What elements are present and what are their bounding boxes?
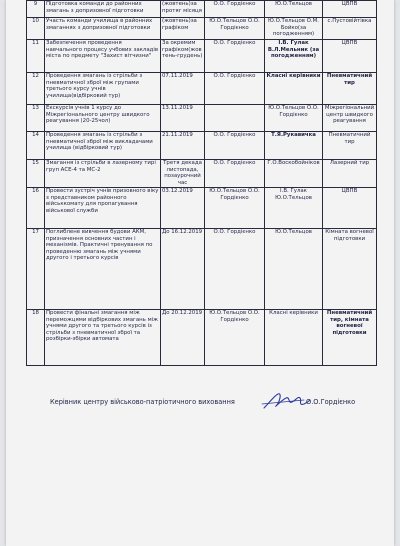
involved-cell: Класні керівники [265, 73, 323, 105]
signature-block [32, 388, 382, 428]
row-number: 16 [27, 188, 45, 229]
term-cell: (жовтень)за протяг місяця [161, 1, 205, 18]
responsible-cell: О.О. Гордієнко [205, 132, 265, 160]
signer-name: О.О.Гордієнко [306, 398, 356, 406]
involved-cell: Класні керівники [265, 310, 323, 366]
row-number: 15 [27, 160, 45, 188]
term-cell: Третя декада листопада, позаурочний час [161, 160, 205, 188]
place-cell: Кімната вогневої підготовки [323, 229, 377, 310]
row-number: 10 [27, 18, 45, 40]
handwritten-signature-icon [260, 388, 312, 414]
responsible-cell: О.О. Гордієнко [205, 229, 265, 310]
responsible-cell: Ю.О.Тельцов О.О. Гордієнко [205, 18, 265, 40]
event-cell: Підготовка команди до районних змагань з допризовної підготовки [45, 1, 161, 18]
responsible-cell [205, 105, 265, 132]
table-row [27, 229, 377, 310]
table-row [27, 160, 377, 188]
place-cell: ЦВПВ [323, 1, 377, 18]
responsible-cell: О.О. Гордієнко [205, 40, 265, 73]
event-cell: Провести зустріч учнів призовного віку з представником районного військкомату для пропагування військової служби [45, 188, 161, 229]
involved-cell: І.В. Гулак Ю.О.Тельцов [265, 188, 323, 229]
place-cell: Пневматичний тир [323, 73, 377, 105]
responsible-cell: Ю.О.Тельцов О.О. Гордієнко [205, 188, 265, 229]
term-cell: 07.11.2019 [161, 73, 205, 105]
event-cell: Участь команди училища в районних змаганнях з допризовної підготовки [45, 18, 161, 40]
place-cell: Міжрегіональний центр швидкого реагування [323, 105, 377, 132]
table-row [27, 40, 377, 73]
document-page [6, 0, 394, 546]
row-number: 12 [27, 73, 45, 105]
event-cell: Провести фінальні змагання між переможцями відбіркових змагань між учнями другого та третього курсів із стрільби з пневматичної зброї та розбірки-збірки автомата [45, 310, 161, 366]
table-row [27, 188, 377, 229]
term-cell: (жовтень)за графіком [161, 18, 205, 40]
event-cell: Змагання із стрільби в лазерному тирі груп АСЕ-4 та МС-2 [45, 160, 161, 188]
involved-cell: Ю.О.Тельцов О.О. Гордієнко [265, 105, 323, 132]
responsible-cell: О.О. Гордієнко [205, 160, 265, 188]
row-number: 18 [27, 310, 45, 366]
responsible-cell: О.О. Гордієнко [205, 73, 265, 105]
row-number: 13 [27, 105, 45, 132]
event-cell: Екскурсія учнів 1 курсу до Міжрегіонального центру швидкого реагування (20-25чол) [45, 105, 161, 132]
place-cell: ЦВПВ [323, 40, 377, 73]
event-cell: Проведення змагань із стрільби з пневматичної зброї між викладачами училища (відбірковий тур) [45, 132, 161, 160]
event-cell: Проведення змагань із стрільби з пневматичної зброї між групами третього курсу учнів училища(відбірковий тур) [45, 73, 161, 105]
responsible-cell: Ю.О.Тельцов О.О. Гордієнко [205, 310, 265, 366]
place-cell: ЦВПВ [323, 188, 377, 229]
events-table [26, 0, 377, 366]
involved-cell: І.В. Гулак В.Л.Мельник (за погодженням) [265, 40, 323, 73]
place-cell: Пневматичний тир, кімната вогневої підготовки [323, 310, 377, 366]
event-cell: Забезпечення проведення навчального процесу учбових закладів міста по предмету "Захист вітчизни" [45, 40, 161, 73]
event-cell: Поглиблене вивчення будови АКМ, призначення основних частин і механізмів. Практичні тренування по проведенню змагань між учнями другого і третього курсів [45, 229, 161, 310]
row-number: 17 [27, 229, 45, 310]
term-cell: За окремим графіком(жовтень-грудень) [161, 40, 205, 73]
term-cell: До 20.12.2019 [161, 310, 205, 366]
table-row [27, 18, 377, 40]
involved-cell: Г.О.Воскобойніков [265, 160, 323, 188]
table-row [27, 105, 377, 132]
row-number: 9 [27, 1, 45, 18]
place-cell: Лазерний тир [323, 160, 377, 188]
signer-title: Керівник центру військово-патріотичного виховання [50, 398, 235, 406]
term-cell: 21.11.2019 [161, 132, 205, 160]
term-cell: 13.11.2019 [161, 105, 205, 132]
involved-cell: Ю.О.Тельцов [265, 229, 323, 310]
row-number: 11 [27, 40, 45, 73]
term-cell: До 16.12.2019 [161, 229, 205, 310]
table-row [27, 132, 377, 160]
place-cell: с.Пустовійтівка [323, 18, 377, 40]
involved-cell: Ю.О.Тельцов О.М. Бойко(за погодженням) [265, 18, 323, 40]
table-row [27, 1, 377, 18]
table-row [27, 310, 377, 366]
responsible-cell: О.О. Гордієнко [205, 1, 265, 18]
term-cell: 03.12.2019 [161, 188, 205, 229]
table-row [27, 73, 377, 105]
row-number: 14 [27, 132, 45, 160]
involved-cell: Ю.О.Тельцов [265, 1, 323, 18]
place-cell: Пневматичний тир [323, 132, 377, 160]
involved-cell: Т.Я.Рукавичка [265, 132, 323, 160]
